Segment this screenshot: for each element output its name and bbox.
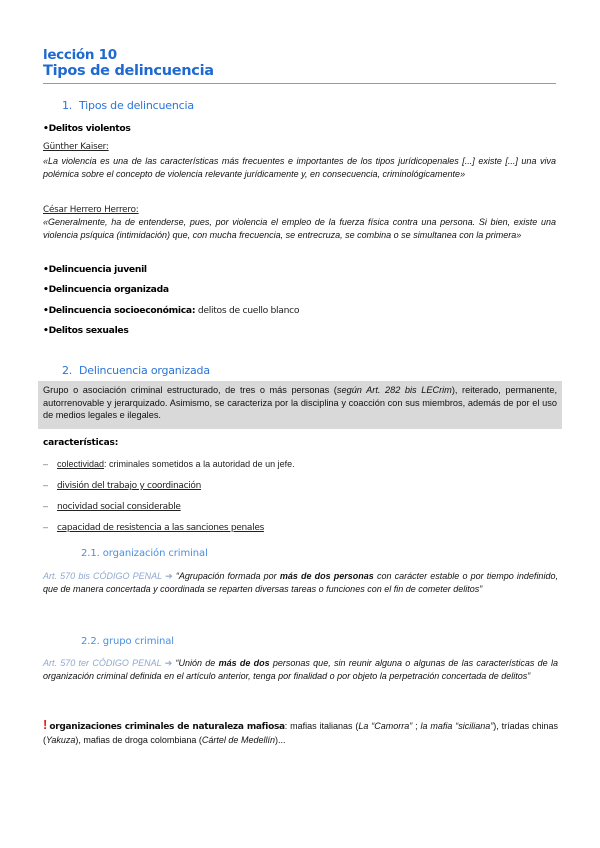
subsection-2-1-heading: 2.1. organización criminal bbox=[81, 548, 208, 559]
section-1-number: 1. bbox=[62, 99, 73, 112]
article-reference: Art. 570 ter CÓDIGO PENAL bbox=[43, 658, 162, 668]
mafia-note: ! organizaciones criminales de naturaleza mafiosa: mafias italianas (La “Camorra” ; la mafia “siciliana”), tríadas chinas (Yakuza), mafias de droga colombiana (Cártel de Medellín)... bbox=[43, 717, 558, 745]
quote-herrero: «Generalmente, ha de entenderse, pues, por violencia el empleo de la fuerza física contra una persona. Si bien, existe una violencia psíquica (intimidación) que, con mucha frecuencia, se entrecruza, se combina o se simultanea con la primera» bbox=[43, 217, 556, 240]
subsection-2-2-heading: 2.2. grupo criminal bbox=[81, 636, 174, 647]
article-reference: Art. 570 bis CÓDIGO PENAL bbox=[43, 571, 162, 581]
section-1-heading bbox=[62, 99, 194, 112]
socioeconomic-detail: delitos de cuello blanco bbox=[197, 305, 300, 316]
feature-item: – colectividad: criminales sometidos a la autoridad de un jefe. bbox=[43, 459, 295, 469]
bullet-socioeconomic: •Delincuencia socioeconómica: delitos de cuello blanco bbox=[43, 305, 300, 316]
section-2-heading bbox=[62, 364, 210, 377]
lesson-title: Tipos de delincuencia bbox=[43, 63, 214, 79]
quote-kaiser: «La violencia es una de las características más frecuentes e importantes de los tipos jurídicopenales [...] existe [...] una viva polémica sobre el concepto de violencia relevante jurídicamente y, en consecuencia, criminológicamente» bbox=[43, 156, 556, 179]
bullet-juvenile: •Delincuencia juvenil bbox=[43, 264, 147, 275]
article-570-bis: Art. 570 bis CÓDIGO PENAL ➔ “Agrupación formada por más de dos personas con carácter estable o por tiempo indefinido, que de manera concertada y coordinada se reparten diversas tareas o funciones con el fin de cometer delitos” bbox=[43, 571, 558, 594]
article-570-ter: Art. 570 ter CÓDIGO PENAL ➔ “Unión de más de dos personas que, sin reunir alguna o algunas de las características de la organización criminal definida en el artículo anterior, tenga por finalidad o por objeto la perpetración concertada de delitos” bbox=[43, 658, 558, 681]
definition-reference: según Art. 282 bis LECrim bbox=[336, 385, 452, 395]
bullet-violent-crimes: •Delitos violentos bbox=[43, 123, 131, 134]
feature-item: – capacidad de resistencia a las sanciones penales bbox=[43, 522, 264, 533]
bullet-organized: •Delincuencia organizada bbox=[43, 284, 169, 295]
bullet-sexual: •Delitos sexuales bbox=[43, 325, 129, 336]
arrow-icon: ➔ bbox=[164, 658, 173, 668]
feature-term: colectividad bbox=[57, 459, 105, 469]
section-2-number: 2. bbox=[62, 364, 73, 377]
author-herrero: César Herrero Herrero: bbox=[43, 205, 139, 215]
feature-item: – nocividad social considerable bbox=[43, 501, 181, 512]
mafia-lead: organizaciones criminales de naturaleza mafiosa bbox=[49, 722, 285, 732]
feature-item: – división del trabajo y coordinación bbox=[43, 480, 202, 491]
features-label: características: bbox=[43, 438, 119, 448]
header-divider bbox=[43, 83, 556, 84]
lesson-number: lección 10 bbox=[43, 47, 117, 63]
section-2-title: Delincuencia organizada bbox=[79, 364, 210, 377]
exclamation-icon: ! bbox=[43, 717, 48, 732]
author-kaiser: Günther Kaiser: bbox=[43, 142, 109, 152]
definition-text: Grupo o asociación criminal estructurado, de tres o más personas (según Art. 282 bis LECrim), reiterado, permanente, autorrenovable y jerarquizado. Asimismo, se caracteriza por la disciplina y coacción con sus miembros, además de por el uso de medios legales e ilegales. bbox=[43, 385, 557, 420]
section-1-title: Tipos de delincuencia bbox=[79, 99, 194, 112]
arrow-icon: ➔ bbox=[165, 571, 173, 581]
